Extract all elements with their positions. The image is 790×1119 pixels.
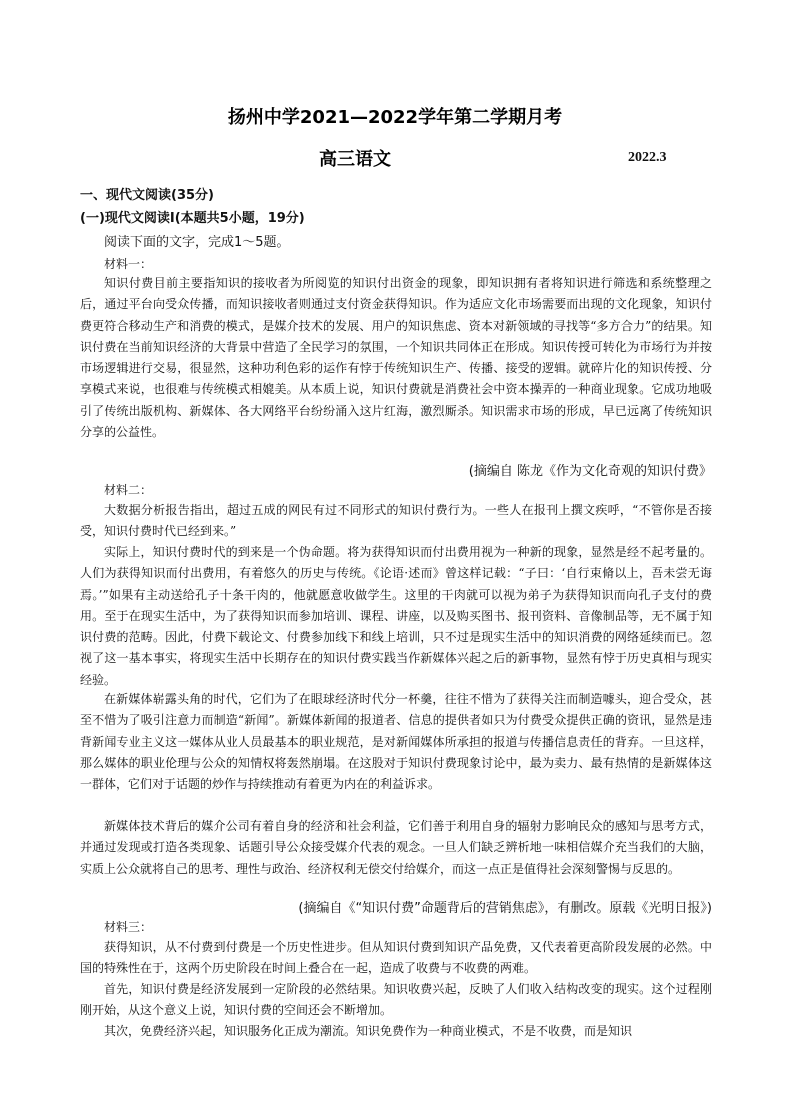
material2-source: (摘编自《“知识付费”命题背后的营销焦虑》，有删改。原载《光明日报》) <box>298 901 712 916</box>
material3-paragraph: 获得知识，从不付费到付费是一个历史性进步。但从知识付费到知识产品免费，又代表着更高阶段发展的必然。中国的特殊性在于，这两个历史阶段在时间上叠合在一起，造成了收费与不收费的两难。 <box>80 940 712 976</box>
material2-paragraph: 新媒体技术背后的媒介公司有着自身的经济和社会利益，它们善于利用自身的辐射力影响民众的感知与思考方式，并通过发现或打造各类现象、话题引导公众接受媒介代表的观念。一旦人们缺乏辨析地一味相信媒介充当我们的大脑，实质上公众就将自己的思考、理性与政治、经济权利无偿交付给媒介，而这一点正是值得社会深刻警惕与反思的。 <box>80 819 712 876</box>
exam-subject: 高三语文 <box>319 149 391 170</box>
exam-title: 扬州中学2021—2022学年第二学期月考 <box>227 107 563 128</box>
material1-label: 材料一： <box>104 257 153 271</box>
material2-paragraph: 实际上，知识付费时代的到来是一个伪命题。将为获得知识而付出费用视为一种新的现象，显然是经不起考量的。人们为获得知识而付出费用，有着悠久的历史与传统。《论语·述而》曾这样记载：“子曰：‘自行束脩以上，吾未尝无诲焉。’”如果有主动送给孔子十条干肉的，他就愿意收做学生。这里的干肉就可以视为弟子为获得知识而向孔子支付的费用。至于在现实生活中，为了获得知识而参加培训、课程、讲座，以及购买图书、报刊资料、音像制品等，无不属于知识付费的范畴。因此，付费下载论文、付费参加线下和线上培训，只不过是现实生活中的知识消费的网络延续而已。忽视了这一基本事实，将现实生活中长期存在的知识付费实践当作新媒体兴起之后的新事物，显然有悖于历史真相与现实经验。 <box>80 545 712 687</box>
material3-paragraph: 其次，免费经济兴起，知识服务化正成为潮流。知识免费作为一种商业模式，不是不收费，而是知识 <box>104 1024 633 1038</box>
section-heading: 一、现代文阅读(35分) <box>80 188 214 203</box>
material3-label: 材料三： <box>104 920 153 934</box>
reading-instruction: 阅读下面的文字，完成1～5题。 <box>104 235 290 250</box>
material2-paragraph: 大数据分析报告指出，超过五成的网民有过不同形式的知识付费行为。一些人在报刊上撰文疾呼，“不管你是否接受，知识付费时代已经到来。” <box>80 503 712 539</box>
material3-paragraph: 首先，知识付费是经济发展到一定阶段的必然结果。知识收费兴起，反映了人们收入结构改变的现实。这个过程刚刚开始，从这个意义上说，知识付费的空间还会不断增加。 <box>80 982 712 1018</box>
material1-paragraph: 知识付费目前主要指知识的接收者为所阅览的知识付出资金的现象，即知识拥有者将知识进行筛选和系统整理之后，通过平台向受众传播，而知识接收者则通过支付资金获得知识。作为适应文化市场需要而出现的文化现象，知识付费更符合移动生产和消费的模式，是媒介技术的发展、用户的知识焦虑、资本对新领域的寻找等“多方合力”的结果。知识付费在当前知识经济的大背景中营造了全民学习的氛围，一个知识共同体正在形成。知识传授可转化为市场行为并按市场逻辑进行交易，很显然，这种功利色彩的运作有悖于传统知识生产、传播、接受的逻辑。就碎片化的知识传授、分享模式来说，也很难与传统模式相媲美。从本质上说，知识付费就是消费社会中资本操弄的一种商业现象。它成功地吸引了传统出版机构、新媒体、各大网络平台纷纷涌入这片红海，激烈厮杀。知识需求市场的形成，早已远离了传统知识分享的公益性。 <box>80 276 712 440</box>
section-subheading: (一)现代文阅读Ⅰ(本题共5小题，19分) <box>80 211 305 226</box>
material2-paragraph: 在新媒体崭露头角的时代，它们为了在眼球经济时代分一杯羹，往往不惜为了获得关注而制造噱头，迎合受众，甚至不惜为了吸引注意力而制造“新闻”。新媒体新闻的报道者、信息的提供者如只为付费受众提供正确的资讯，显然是违背新闻专业主义这一媒体从业人员最基本的职业规范，是对新闻媒体所承担的报道与传播信息责任的背弃。一旦这样，那么媒体的职业伦理与公众的知情权将轰然崩塌。在这股对于知识付费现象讨论中，最为卖力、最有热情的是新媒体这一群体，它们对于话题的炒作与持续推动有着更为内在的利益诉求。 <box>80 692 712 792</box>
exam-date: 2022.3 <box>628 150 667 165</box>
material1-source: (摘编自 陈龙《作为文化奇观的知识付费》 <box>468 464 712 479</box>
material2-label: 材料二： <box>104 483 153 497</box>
